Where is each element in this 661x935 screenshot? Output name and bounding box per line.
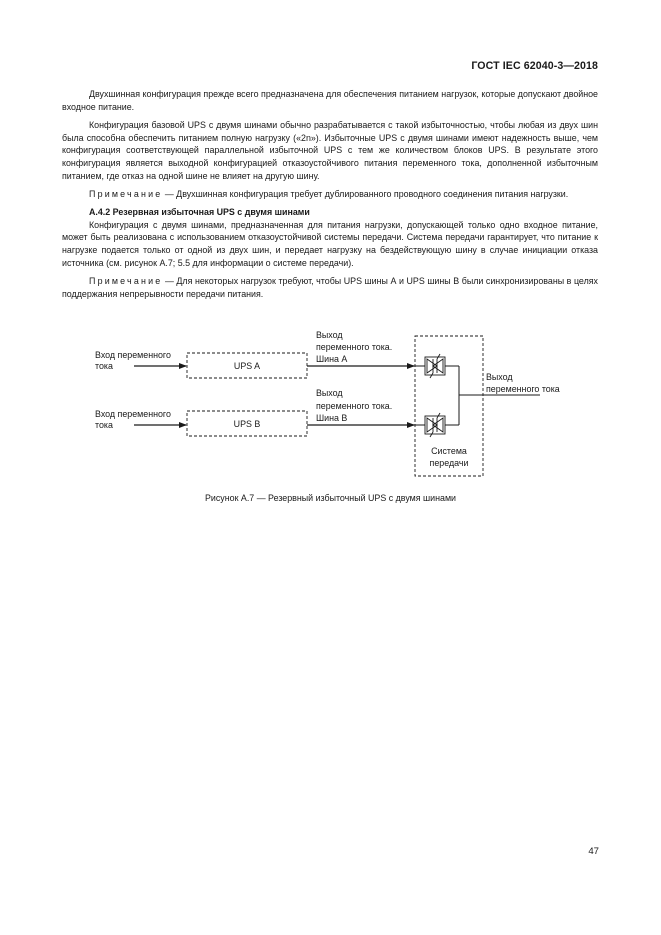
transfer-system-label-line2: передачи	[429, 458, 469, 468]
load-output-label-line2: переменного тока	[486, 384, 560, 394]
figure-caption: Рисунок А.7 — Резервный избыточный UPS с двумя шинами	[204, 493, 456, 503]
redundant-dual-bus-ups-diagram	[0, 325, 661, 515]
note-text: — Для некоторых нагрузок требуют, чтобы UPS шины А и UPS шины В были синхронизированы в целях поддержания непрерывности передачи питания.	[62, 276, 598, 299]
note-label: Примечание	[89, 276, 163, 287]
note-synchronization	[62, 275, 598, 300]
output-a-label-line2: переменного тока.	[316, 342, 393, 352]
page-body	[62, 88, 598, 306]
note-text: — Двухшинная конфигурация требует дублированного проводного соединения питания нагрузки.	[162, 189, 569, 200]
ups-a-label: UPS A	[233, 361, 261, 371]
note-label: Примечание	[89, 189, 163, 200]
static-switch-a-icon	[414, 354, 459, 378]
paragraph-dual-bus-configuration: Конфигурация базовой UPS с двумя шинами обычно разрабатывается с такой избыточностью, чтобы любая из двух шин была способна обеспечить питанием полную нагрузку («2n»). Избыточные UPS с двумя шинами имеют надежность выше, чем конфигурация соответствующей параллельной избыточной UPS с тем же количеством блоков UPS. В результате этого конфигурация является выходной конфигурацией отказоустойчивого питания переменного тока, дополненной избыточным питанием, где отказ на одной шине не влияет на другую шину.	[62, 120, 598, 181]
output-b-label-line2: переменного тока.	[316, 401, 393, 411]
load-output-label-line1: Выход	[486, 372, 513, 382]
output-b-label-line3: Шина В	[316, 413, 348, 423]
note-dual-bus-wiring	[62, 188, 598, 201]
input-a-label-line1: Вход переменного	[95, 350, 171, 360]
paragraph-transfer-system: Конфигурация с двумя шинами, предназначенная для питания нагрузки, допускающей только одно входное питание, может быть реализована с использованием отказоустойчивой системы передачи. Система передачи гарантирует, что питание к нагрузке подается только от одной из двух шин, и передает нагрузку на бездействующую шину в случае инициации отказа источника (см. рисунок А.7; 5.5 для информации о системе передачи).	[62, 219, 598, 268]
output-a-label-line1: Выход	[316, 330, 343, 340]
static-switch-b-icon	[414, 413, 459, 437]
page-number: 47	[588, 846, 599, 857]
input-b-label-line1: Вход переменного	[95, 409, 171, 419]
input-b-label-line2: тока	[95, 420, 113, 430]
output-b-label-line1: Выход	[316, 388, 343, 398]
paragraph-dual-bus-purpose: Двухшинная конфигурация прежде всего предназначена для обеспечения питанием нагрузок, которые допускают двойное входное питание.	[62, 89, 598, 112]
section-title: А.4.2 Резервная избыточная UPS с двумя шинами	[89, 206, 310, 217]
output-a-label-line3: Шина А	[316, 354, 348, 364]
document-standard-header: ГОСТ IEC 62040-3—2018	[471, 60, 598, 72]
transfer-system-label-line1: Система	[431, 446, 467, 456]
input-a-label-line2: тока	[95, 361, 113, 371]
ups-b-label: UPS B	[233, 419, 261, 429]
